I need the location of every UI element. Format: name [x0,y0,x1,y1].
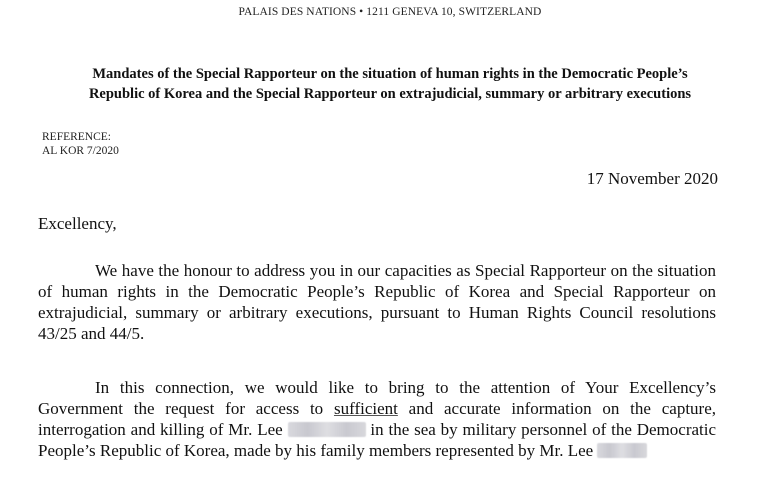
paragraph-2-text-part-2: and accurate information on the capture, interrogation and killing of Mr. Lee [38,399,716,439]
reference-block [42,130,119,158]
mandate-title-line-2: Republic of Korea and the Special Rapporteur on extrajudicial, summary or arbitrary executions [88,86,692,102]
redacted-name-1 [288,422,366,437]
paragraph-2-text-part-1: In this connection, we would like to bring to the attention of Your Excellency’s Government the request for access to [38,378,716,418]
salutation: Excellency, [38,214,117,233]
paragraph-1-text: We have the honour to address you in our capacities as Special Rapporteur on the situation of human rights in the Democratic People’s Republic of Korea and Special Rapporteur on extrajudicial, summary or arbitrary executions, pursuant to Human Rights Council resolutions 43/25 and 44/5. [38,261,716,343]
paragraph-1 [38,260,716,344]
header-address: PALAIS DES NATIONS • 1211 GENEVA 10, SWITZERLAND [238,6,542,18]
mandate-title [20,64,760,104]
letter-date: 17 November 2020 [586,169,718,188]
paragraph-2 [38,377,716,461]
paragraph-2-text-part-3: in the sea by military personnel of the Democratic People’s Republic of Korea, made by his family members represented by Mr. Lee [38,420,717,460]
reference-label: REFERENCE: [42,131,112,143]
reference-code: AL KOR 7/2020 [42,145,119,157]
redacted-name-2 [597,443,647,458]
underlined-word: sufficient [333,399,398,418]
mandate-title-line-1: Mandates of the Special Rapporteur on the situation of human rights in the Democratic People’s [92,66,688,82]
